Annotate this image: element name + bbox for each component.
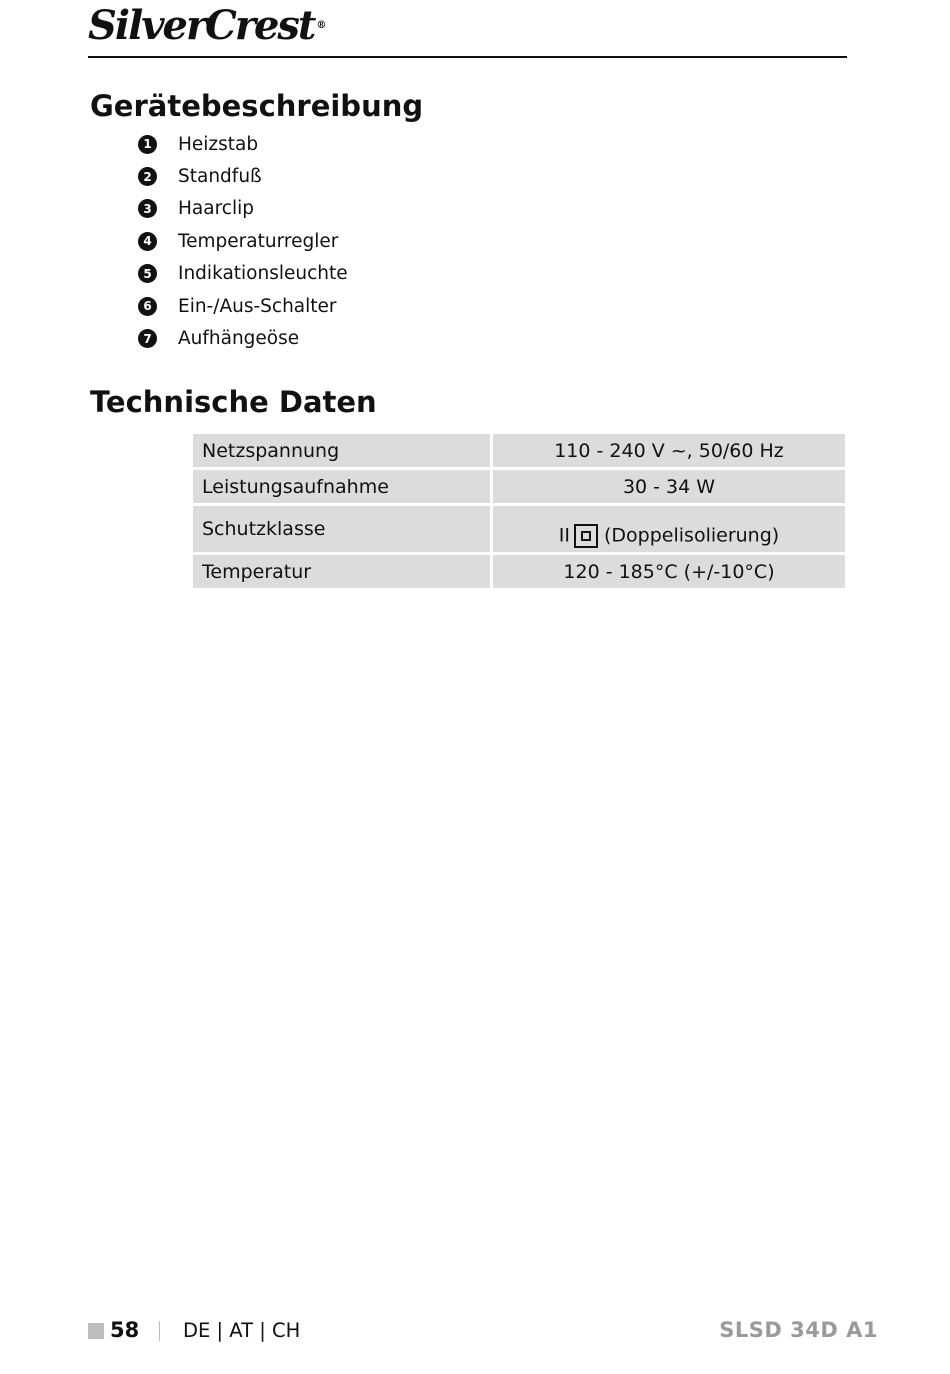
item-number-badge: 6 <box>138 297 157 316</box>
table-row <box>193 469 845 505</box>
item-number-badge: 1 <box>138 135 157 154</box>
protection-class-note: (Doppelisolierung) <box>604 524 780 547</box>
protection-class-text: II <box>558 524 571 547</box>
page-number: 58 <box>110 1318 140 1342</box>
item-number-badge: 3 <box>138 199 157 218</box>
spec-value: 120 - 185°C (+/-10°C) <box>492 554 846 590</box>
registered-mark: ® <box>316 20 327 31</box>
item-number-badge: 7 <box>138 329 157 348</box>
spec-label: Leistungsaufnahme <box>193 469 492 505</box>
list-item <box>138 193 348 225</box>
list-item <box>138 160 348 192</box>
part-label: Standfuß <box>178 166 262 188</box>
part-label: Temperaturregler <box>178 230 339 252</box>
table-row <box>193 554 845 590</box>
country-codes: DE | AT | CH <box>183 1319 301 1342</box>
spec-label: Schutzklasse <box>193 505 492 554</box>
spec-label: Netzspannung <box>193 434 492 469</box>
list-item <box>138 290 348 322</box>
parts-list <box>138 128 348 355</box>
list-item <box>138 128 348 160</box>
spec-value <box>492 505 846 554</box>
part-label: Ein-/Aus-Schalter <box>178 295 337 317</box>
item-number-badge: 4 <box>138 232 157 251</box>
part-label: Heizstab <box>178 133 259 155</box>
list-item <box>138 258 348 290</box>
header-rule <box>88 56 847 58</box>
list-item <box>138 322 348 354</box>
device-description-heading: Gerätebeschreibung <box>90 89 424 123</box>
item-number-badge: 2 <box>138 167 157 186</box>
technical-data-heading: Technische Daten <box>90 385 377 419</box>
list-item <box>138 225 348 257</box>
part-label: Aufhängeöse <box>178 328 300 350</box>
table-row <box>193 434 845 469</box>
spec-value: 30 - 34 W <box>492 469 846 505</box>
brand-logo <box>88 2 327 49</box>
footer-divider <box>159 1321 160 1341</box>
item-number-badge: 5 <box>138 264 157 283</box>
table-row <box>193 505 845 554</box>
brand-logo-text: SilverCrest <box>88 2 315 49</box>
spec-value: 110 - 240 V ~, 50/60 Hz <box>492 434 846 469</box>
spec-label: Temperatur <box>193 554 492 590</box>
part-label: Indikationsleuchte <box>178 263 348 285</box>
protection-class-ii-icon <box>574 524 598 548</box>
footer-square-icon <box>88 1323 104 1339</box>
part-label: Haarclip <box>178 198 254 220</box>
technical-data-table <box>193 434 845 591</box>
model-number: SLSD 34D A1 <box>719 1318 878 1342</box>
